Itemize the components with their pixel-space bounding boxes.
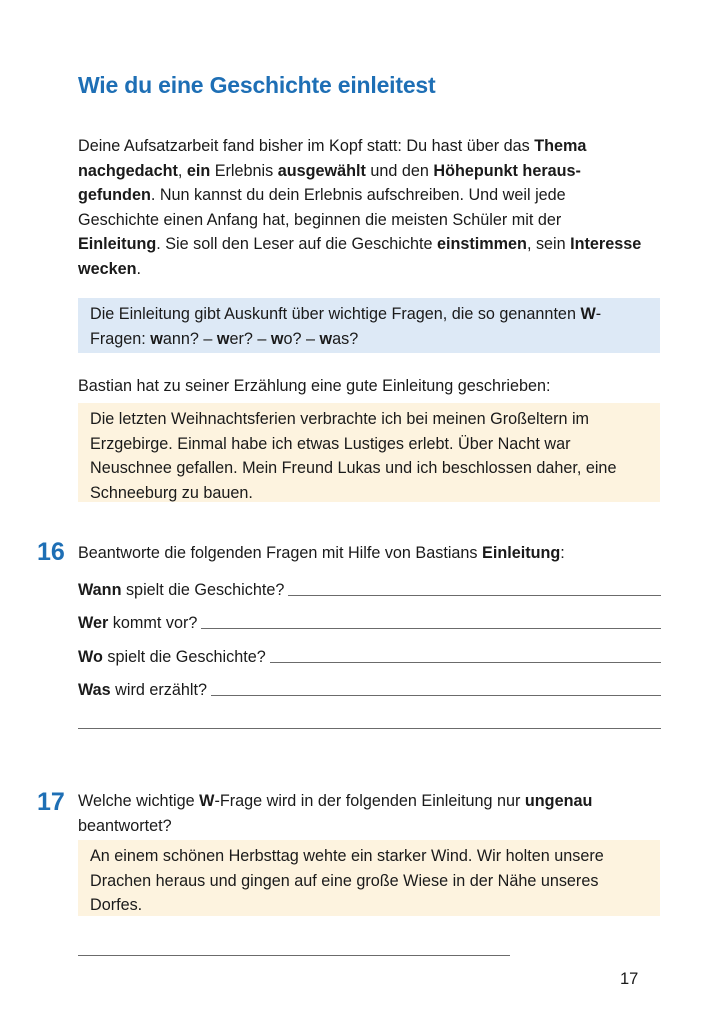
task-text: Beantworte die folgenden Fragen mit Hilfe von Bastians [78, 544, 483, 562]
info-text: -Fragen: [90, 305, 602, 348]
question-label [78, 614, 201, 633]
intro-text: und den [365, 161, 434, 180]
task-16-instruction [78, 541, 658, 566]
info-bold: w [319, 329, 333, 348]
info-bold: w [270, 329, 284, 348]
page-title: Wie du eine Geschichte einleitest [78, 72, 436, 98]
info-bold: W [580, 305, 596, 323]
task-text: Welche wichtige [78, 792, 200, 810]
example-introduction-box: Die letzten Weihnachtsferien verbrachte ich bei meinen Großeltern im Erzgebirge. Einmal habe ich etwas Lustiges erlebt. Über Nacht war Neuschnee gefallen. Mein Freund Lukas und ich beschlossen daher, eine Schneeburg zu bauen. [78, 403, 660, 502]
question-row-when [78, 574, 661, 600]
task-bold: W [199, 792, 215, 810]
info-text: as? [332, 329, 359, 348]
intro-text: Erlebnis [210, 161, 278, 180]
answer-line[interactable] [270, 661, 661, 663]
info-bold: w [150, 329, 163, 348]
answer-line[interactable] [211, 694, 661, 696]
intro-text: , sein [526, 235, 571, 254]
question-bold: Wo [78, 648, 103, 666]
info-text: o? – [283, 329, 320, 348]
task-text: beantwortet? [78, 816, 172, 835]
info-text: Die Einleitung gibt Auskunft über wichtige Fragen, die so genannten [90, 305, 581, 323]
question-text: wird erzählt? [110, 681, 207, 699]
intro-text: . Sie soll den Leser auf die Geschichte [156, 235, 437, 254]
info-box [78, 298, 660, 353]
question-row-where [78, 641, 661, 667]
task-17-instruction [78, 789, 658, 838]
info-text: er? – [229, 329, 271, 348]
info-text: ann? – [162, 329, 217, 348]
task-text: : [560, 544, 565, 562]
task-bold: ungenau [524, 792, 593, 810]
question-bold: Was [78, 681, 111, 699]
intro-text: Deine Aufsatzarbeit fand bisher im Kopf statt: Du hast über das [78, 137, 535, 155]
question-row-who [78, 607, 661, 633]
intro-bold: ausgewählt [277, 161, 366, 180]
question-row-what [78, 674, 661, 700]
question-label [78, 648, 270, 667]
intro-bold: Höhepunkt herausgefunden [78, 161, 581, 205]
page-number: 17 [620, 970, 639, 988]
intro-text: . [136, 259, 141, 278]
question-text: spielt die Geschichte? [102, 648, 266, 666]
question-label [78, 581, 288, 600]
intro-text: . Nun kannst du dein Erlebnis aufschreiben. Und weil jede Geschichte einen Anfang hat, beginnen die meisten Schüler mit der [78, 186, 566, 229]
question-text: spielt die Geschichte? [121, 581, 285, 599]
intro-bold: Interesse wecken [78, 235, 642, 278]
task-bold: Einleitung [482, 544, 561, 562]
task-text: -Frage wird in der folgenden Einleitung nur [214, 792, 525, 810]
task-number-17: 17 [37, 788, 65, 816]
intro-bold: ein [186, 161, 211, 180]
answer-line-extra[interactable] [78, 728, 661, 729]
intro-bold: Thema nachgedacht [78, 137, 587, 180]
example-lead-text: Bastian hat zu seiner Erzählung eine gute Einleitung geschrieben: [78, 377, 551, 395]
info-bold: w [216, 329, 230, 348]
question-bold: Wann [78, 581, 122, 599]
question-text: kommt vor? [108, 614, 198, 632]
example-introduction-box-2: An einem schönen Herbsttag wehte ein starker Wind. Wir holten unsere Drachen heraus und gingen auf eine große Wiese in der Nähe unseres Dorfes. [78, 840, 660, 916]
intro-text: , [177, 161, 187, 180]
intro-bold: Einleitung [78, 235, 157, 254]
intro-paragraph [78, 134, 648, 282]
question-label [78, 681, 211, 700]
answer-line[interactable] [288, 594, 661, 596]
answer-line[interactable] [201, 627, 661, 629]
question-bold: Wer [78, 614, 109, 632]
intro-bold: einstimmen [436, 235, 527, 254]
task-number-16: 16 [37, 538, 65, 566]
answer-line-task-17[interactable] [78, 955, 510, 956]
